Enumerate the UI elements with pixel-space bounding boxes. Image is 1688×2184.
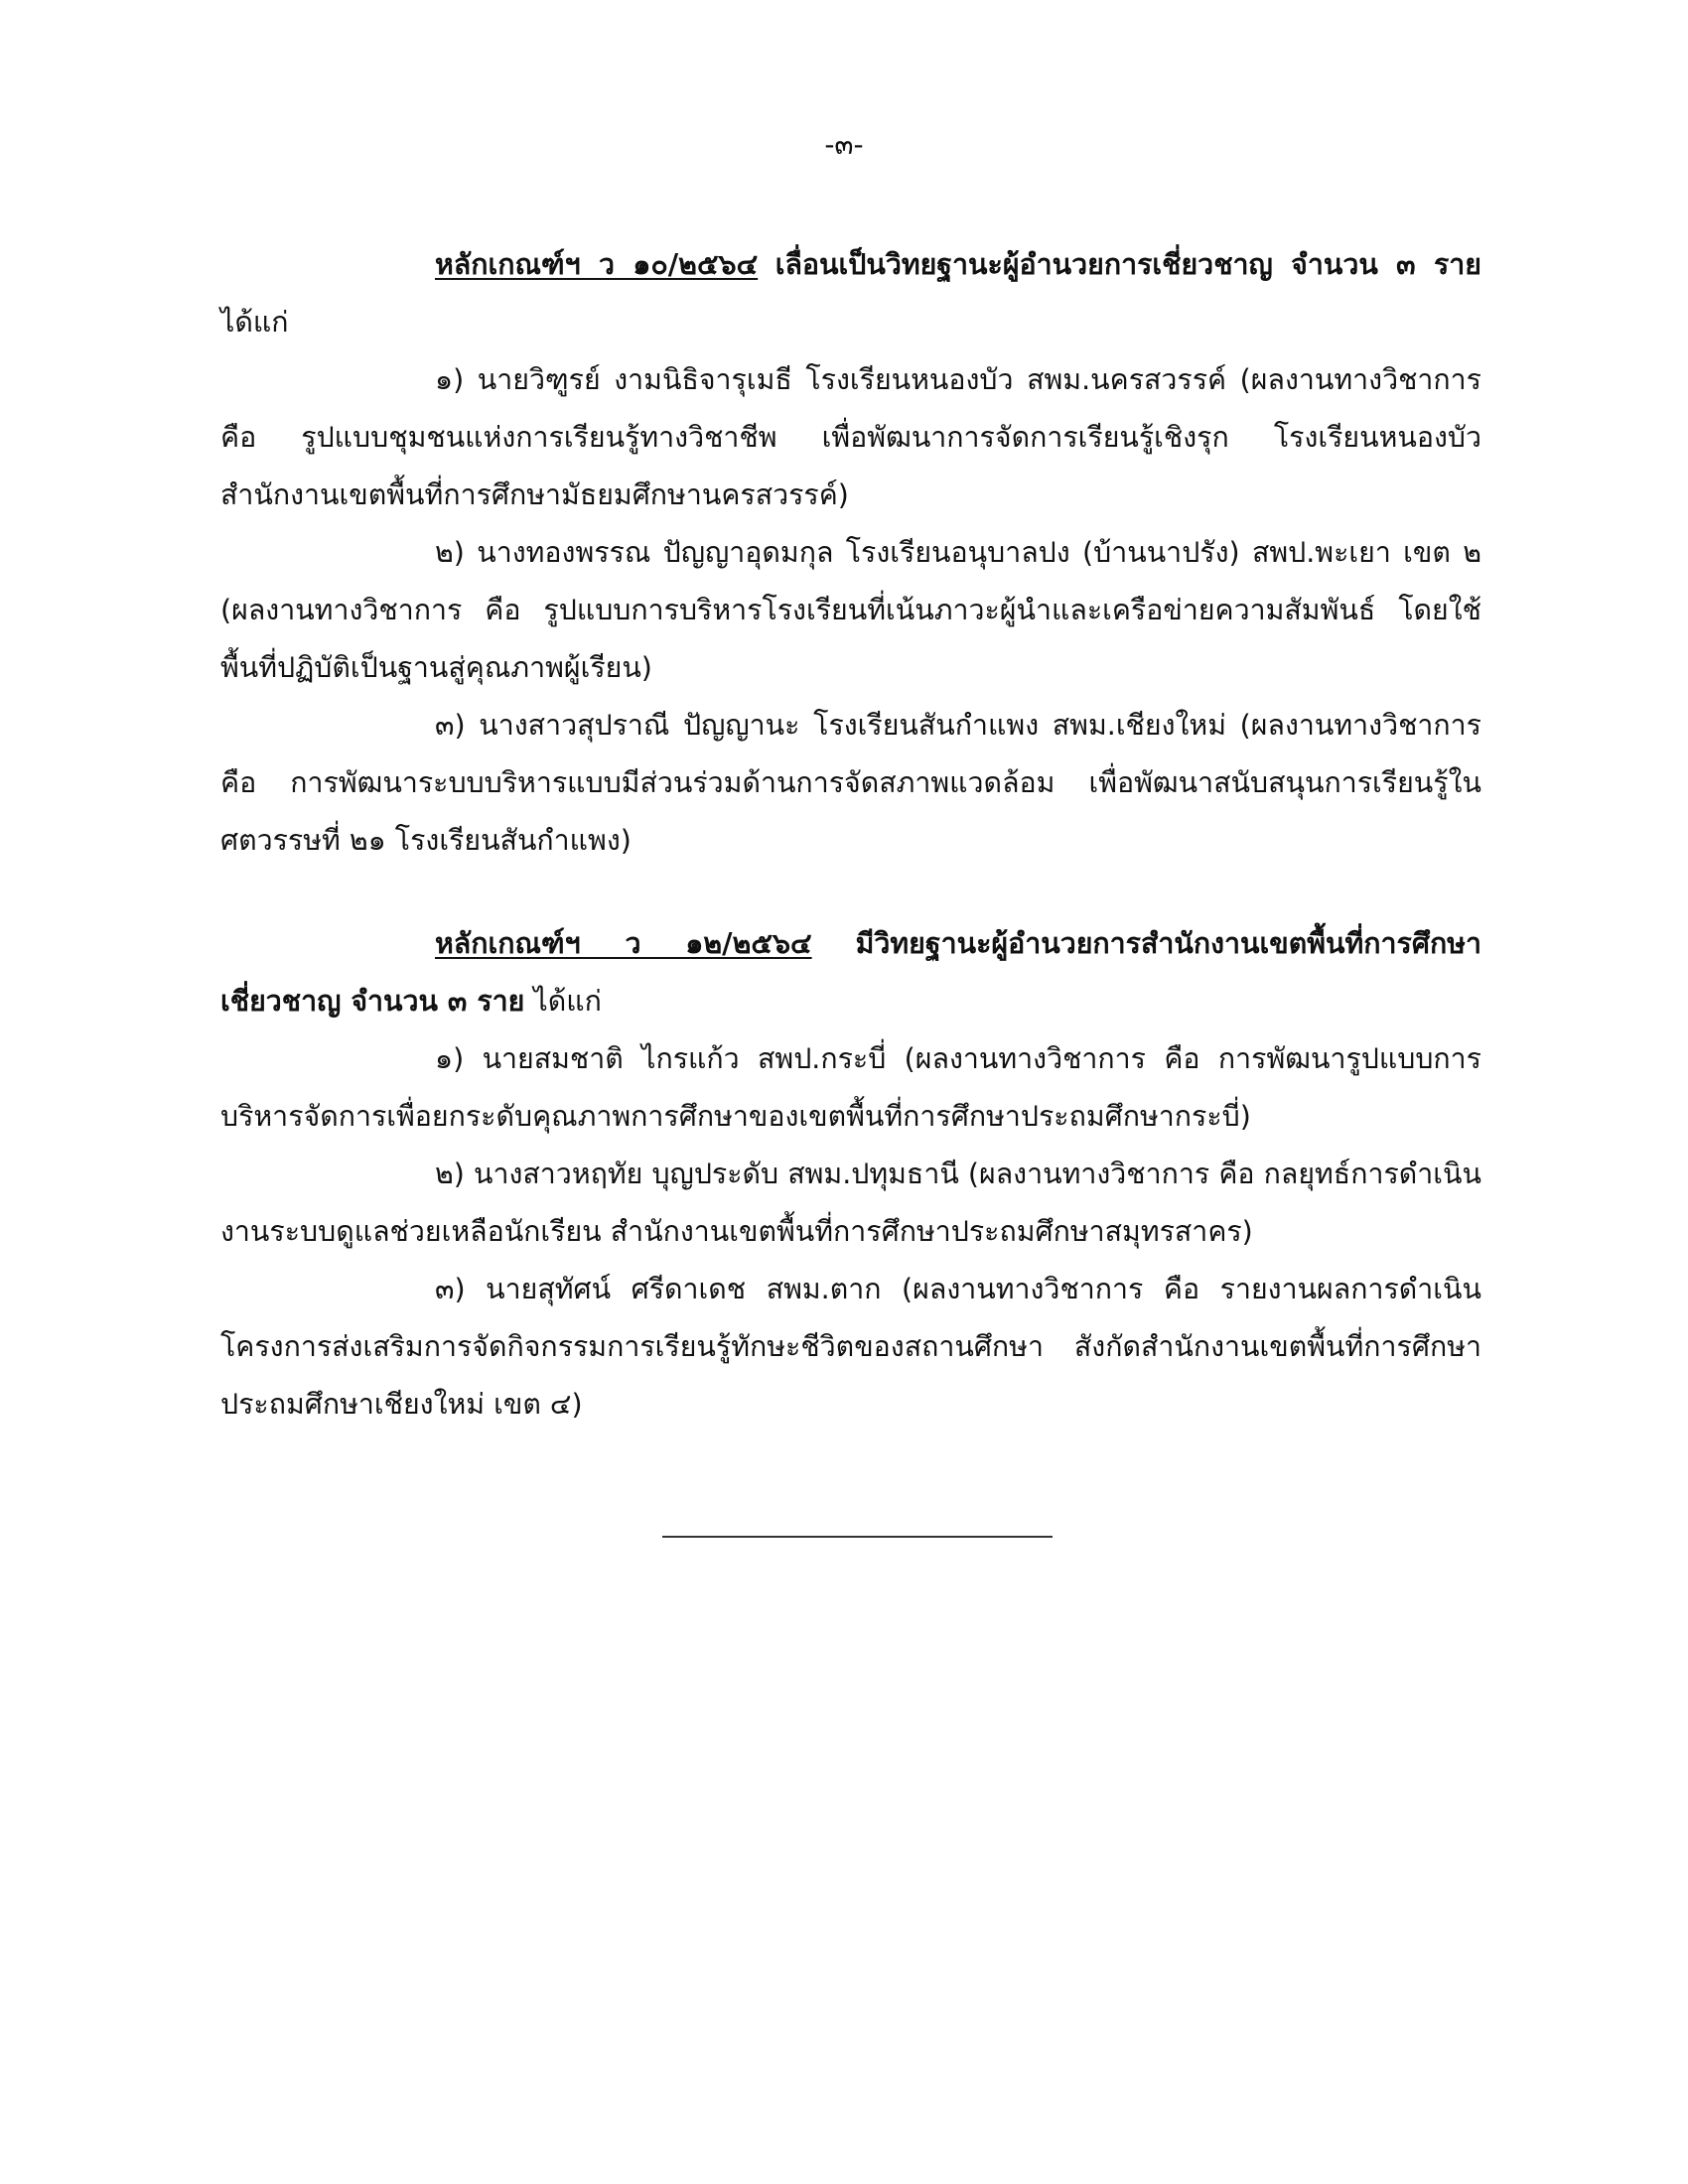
document-body	[220, 236, 1481, 1433]
criterion-suffix: ได้แก่	[220, 306, 289, 339]
criterion-heading-2	[220, 915, 1481, 1030]
criterion-reference: หลักเกณฑ์ฯ ว ๑๒/๒๕๖๔	[435, 927, 812, 960]
criterion-reference: หลักเกณฑ์ฯ ว ๑๐/๒๕๖๔	[435, 248, 759, 281]
entry-2-2: ๒) นางสาวหฤทัย บุญประดับ สพม.ปทุมธานี (ผลงานทางวิชาการ คือ กลยุทธ์การดำเนินงานระบบดูแลช่วยเหลือนักเรียน สำนักงานเขตพื้นที่การศึกษาประถมศึกษาสมุทรสาคร)	[220, 1158, 1481, 1248]
entry-2-3: ๓) นายสุทัศน์ ศรีดาเดช สพม.ตาก (ผลงานทางวิชาการ คือ รายงานผลการดำเนินโครงการส่งเสริมการจัดกิจกรรมการเรียนรู้ทักษะชีวิตของสถานศึกษา สังกัดสำนักงานเขตพื้นที่การศึกษาประถมศึกษาเชียงใหม่ เขต ๔)	[220, 1273, 1481, 1421]
entry-2-1: ๑) นายสมชาติ ไกรแก้ว สพป.กระบี่ (ผลงานทางวิชาการ คือ การพัฒนารูปแบบการบริหารจัดการเพื่อยกระดับคุณภาพการศึกษาของเขตพื้นที่การศึกษาประถมศึกษากระบี่)	[220, 1042, 1481, 1133]
criterion-suffix: ได้แก่	[533, 985, 602, 1018]
entry-1-3: ๓) นางสาวสุปราณี ปัญญานะ โรงเรียนสันกำแพง สพม.เชียงใหม่ (ผลงานทางวิชาการ คือ การพัฒนาระบบบริหารแบบมีส่วนร่วมด้านการจัดสภาพแวดล้อม เพื่อพัฒนาสนับสนุนการเรียนรู้ในศตวรรษที่ ๒๑ โรงเรียนสันกำแพง)	[220, 709, 1481, 857]
criterion-title: มีวิทยฐานะผู้อำนวยการสำนักงานเขตพื้นที่การศึกษาเชี่ยวชาญ จำนวน ๓ ราย	[220, 927, 1481, 1018]
criterion-title: เลื่อนเป็นวิทยฐานะผู้อำนวยการเชี่ยวชาญ จำนวน ๓ ราย	[774, 248, 1482, 281]
page-number: -๓-	[824, 128, 864, 161]
criterion-heading-1	[220, 236, 1481, 351]
end-of-document-rule	[662, 1536, 1053, 1538]
entry-1-1: ๑) นายวิฑูรย์ งามนิธิจารุเมธี โรงเรียนหนองบัว สพม.นครสวรรค์ (ผลงานทางวิชาการ คือ รูปแบบชุมชนแห่งการเรียนรู้ทางวิชาชีพ เพื่อพัฒนาการจัดการเรียนรู้เชิงรุก โรงเรียนหนองบัว สำนักงานเขตพื้นที่การศึกษามัธยมศึกษานครสวรรค์)	[220, 363, 1481, 511]
entry-1-2: ๒) นางทองพรรณ ปัญญาอุดมกุล โรงเรียนอนุบาลปง (บ้านนาปรัง) สพป.พะเยา เขต ๒ (ผลงานทางวิชาการ คือ รูปแบบการบริหารโรงเรียนที่เน้นภาวะผู้นำและเครือข่ายความสัมพันธ์ โดยใช้พื้นที่ปฏิบัติเป็นฐานสู่คุณภาพผู้เรียน)	[220, 536, 1481, 684]
